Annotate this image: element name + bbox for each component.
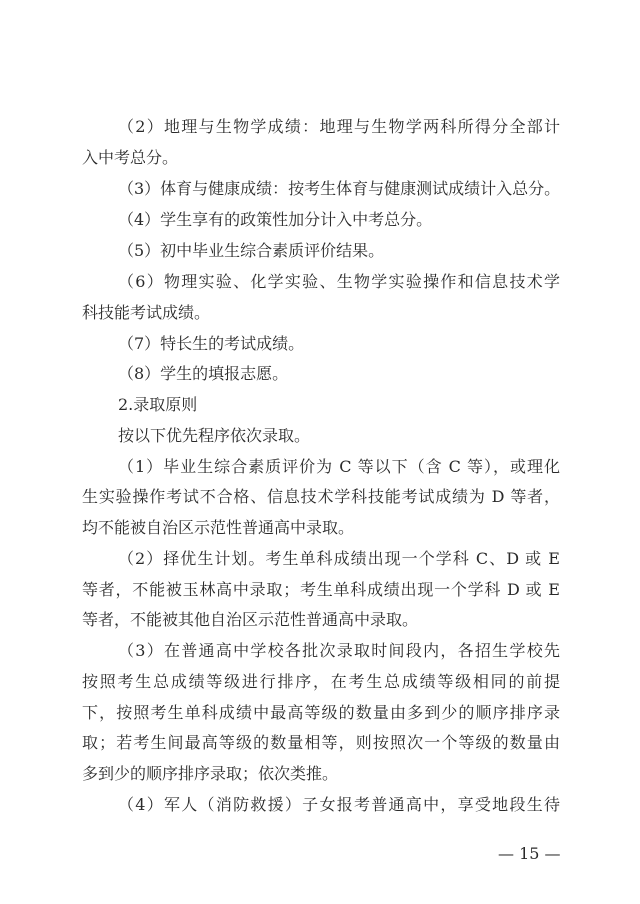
paragraph-line: （4）军人（消防救援）子女报考普通高中，享受地段生待 bbox=[118, 795, 560, 814]
paragraph-line: 入中考总分。 bbox=[82, 148, 179, 167]
paragraph-line: （4）学生享有的政策性加分计入中考总分。 bbox=[118, 210, 433, 229]
paragraph-line: 科技能考试成绩。 bbox=[82, 303, 211, 322]
section-heading: 2.录取原则 bbox=[118, 395, 198, 414]
paragraph-line: 按照考生总成绩等级进行排序，在考生总成绩等级相同的前提 bbox=[82, 672, 560, 691]
paragraph-line: 生实验操作考试不合格、信息技术学科技能考试成绩为 D 等者， bbox=[82, 487, 560, 506]
paragraph-line: （8）学生的填报志愿。 bbox=[118, 364, 289, 383]
paragraph-line: （3）体育与健康成绩：按考生体育与健康测试成绩计入总分。 bbox=[118, 179, 561, 198]
page-number: — 15 — bbox=[498, 844, 561, 863]
paragraph-line: （7）特长生的考试成绩。 bbox=[118, 334, 305, 353]
paragraph-line: 均不能被自治区示范性普通高中录取。 bbox=[82, 518, 355, 537]
paragraph-line: 等者，不能被其他自治区示范性普通高中录取。 bbox=[82, 610, 419, 629]
paragraph-line: 等者，不能被玉林高中录取；考生单科成绩出现一个学科 D 或 E bbox=[82, 580, 560, 599]
paragraph-line: （2）地理与生物学成绩：地理与生物学两科所得分全部计 bbox=[118, 117, 560, 136]
paragraph-line: （3）在普通高中学校各批次录取时间段内，各招生学校先 bbox=[118, 641, 560, 660]
paragraph-line: （6）物理实验、化学实验、生物学实验操作和信息技术学 bbox=[118, 272, 560, 291]
paragraph-line: 按以下优先程序依次录取。 bbox=[118, 426, 311, 445]
paragraph-line: （2）择优生计划。考生单科成绩出现一个学科 C、D 或 E bbox=[118, 549, 560, 568]
paragraph-line: （1）毕业生综合素质评价为 C 等以下（含 C 等），或理化 bbox=[118, 457, 560, 476]
paragraph-line: 下，按照考生单科成绩中最高等级的数量由多到少的顺序排序录 bbox=[82, 703, 560, 722]
paragraph-line: （5）初中毕业生综合素质评价结果。 bbox=[118, 241, 385, 260]
paragraph-line: 取；若考生间最高等级的数量相等，则按照次一个等级的数量由 bbox=[82, 733, 560, 752]
paragraph-line: 多到少的顺序排序录取；依次类推。 bbox=[82, 764, 339, 783]
